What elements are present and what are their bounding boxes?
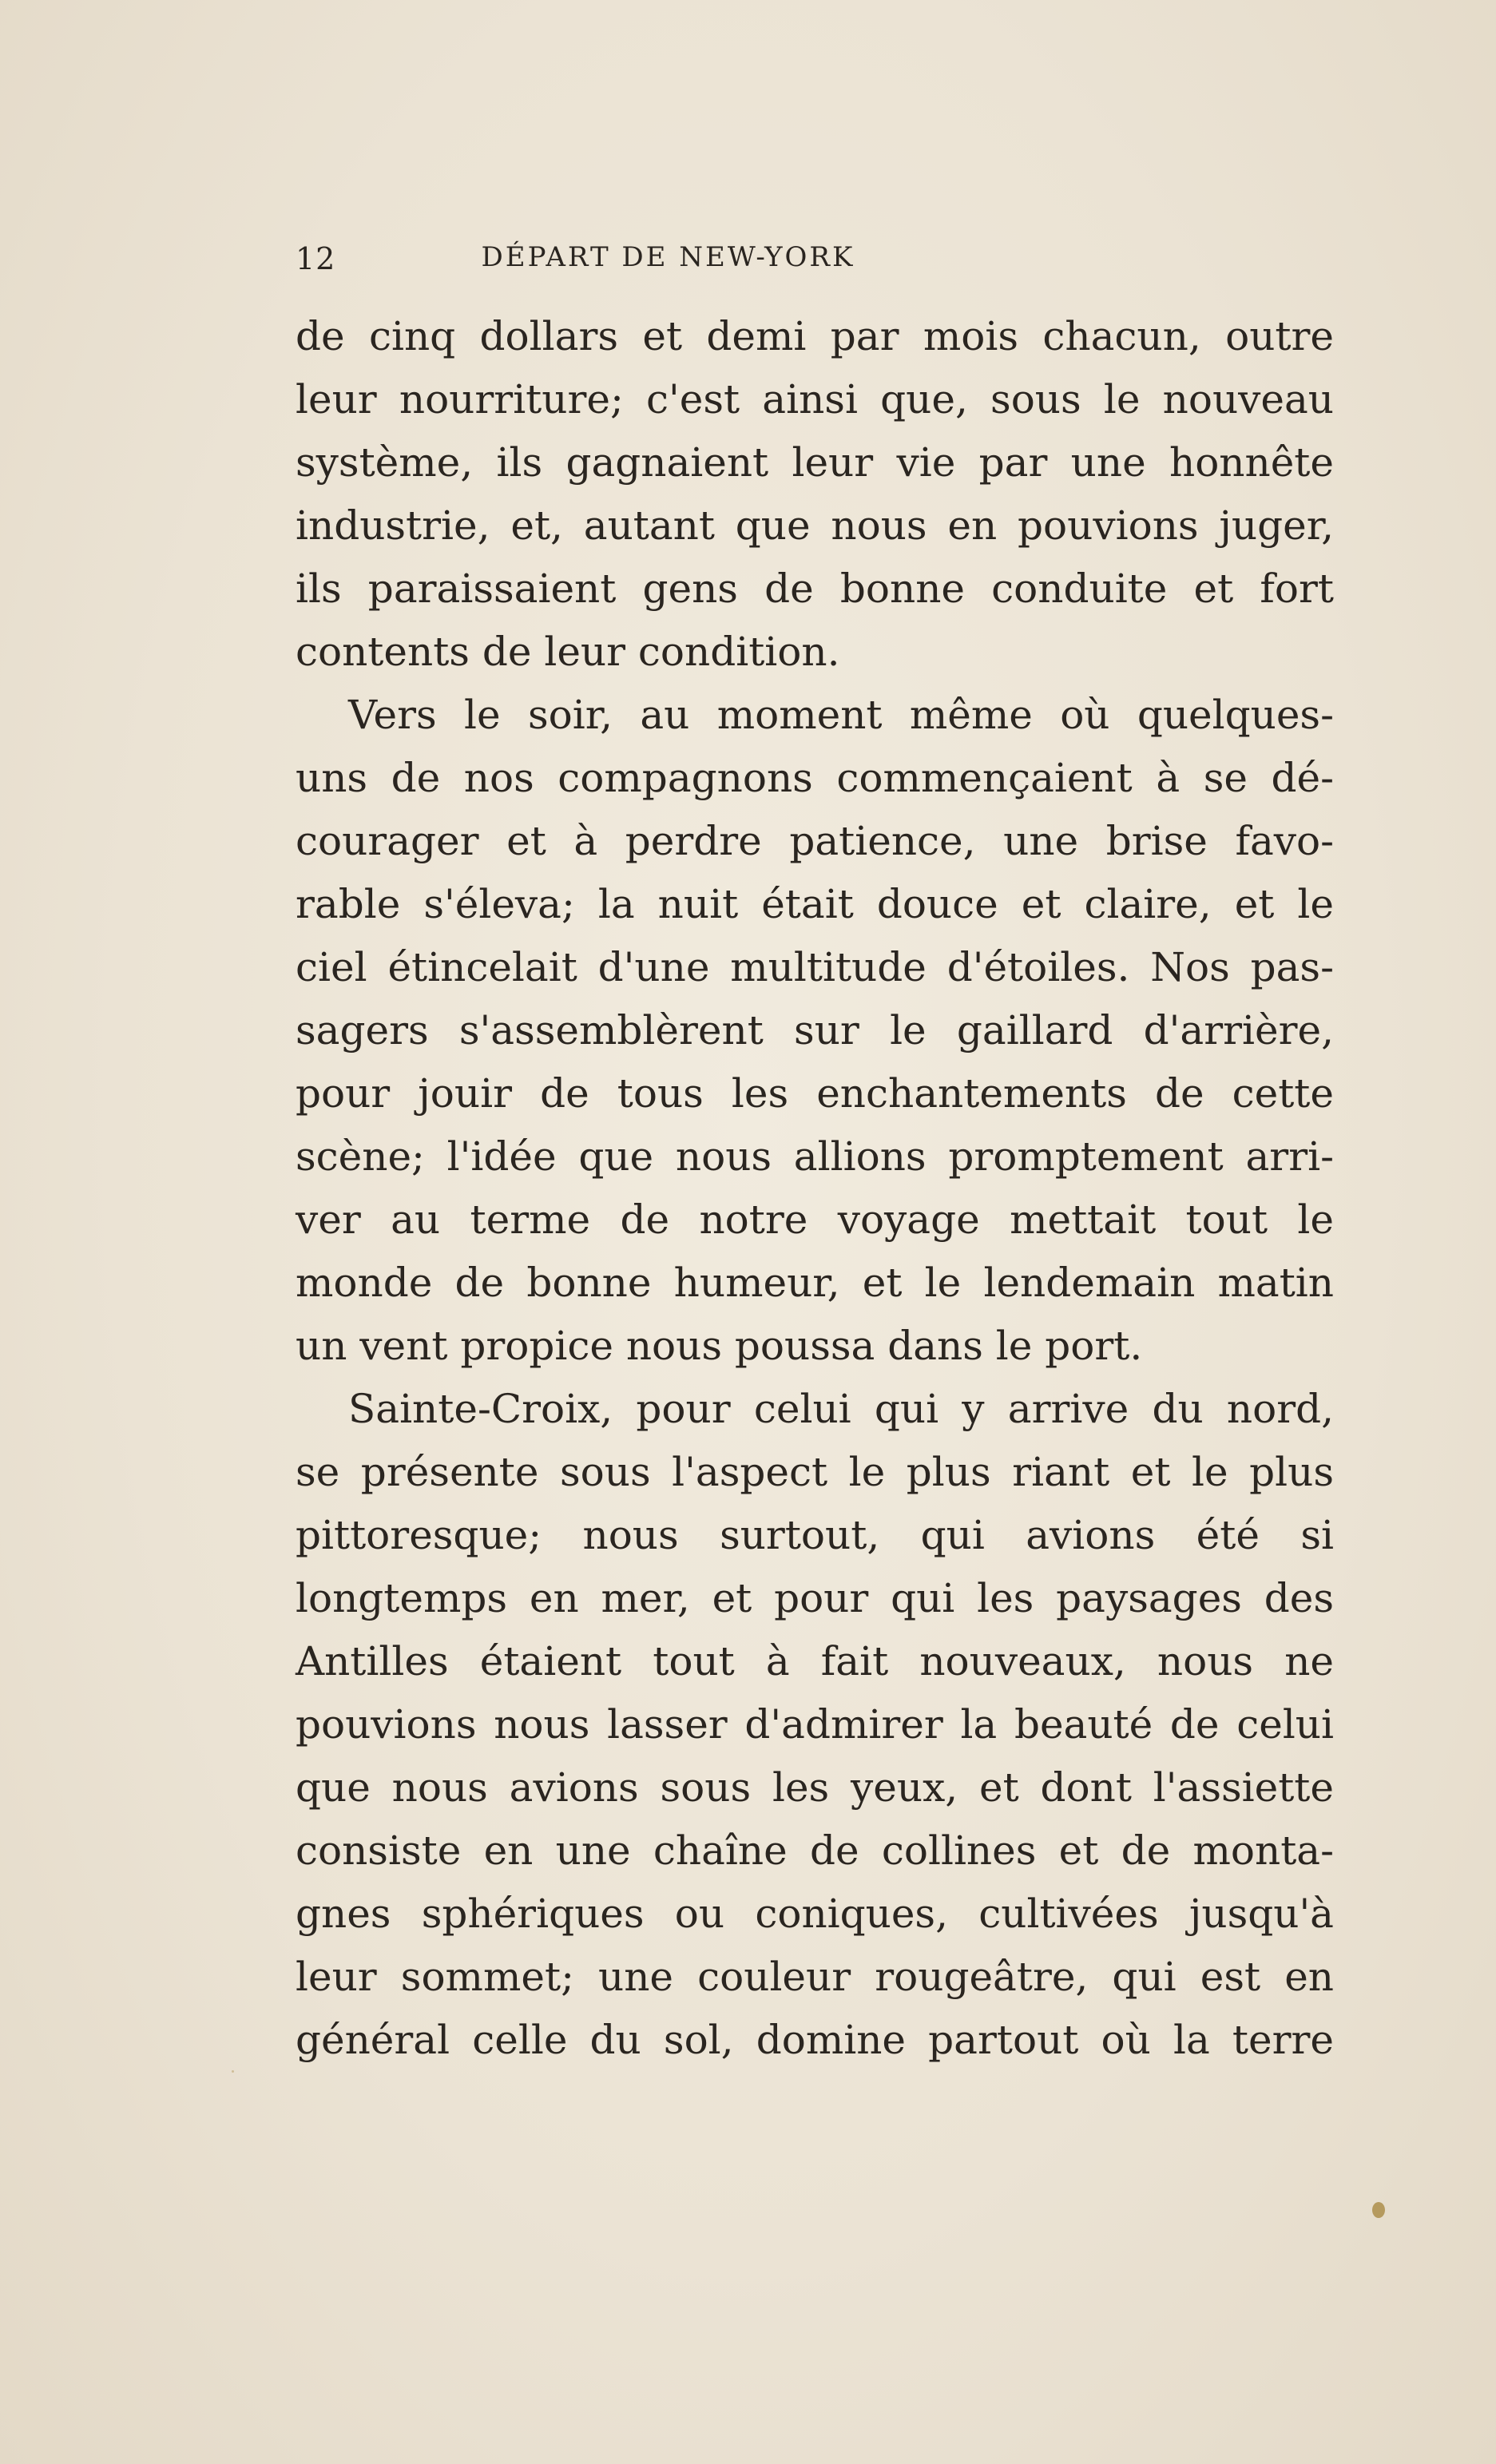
text-line: pouvions nous lasser d'admirer la beauté de celui (296, 1701, 1334, 1748)
page-number: 12 (296, 241, 336, 276)
text-line: ils paraissaient gens de bonne conduite et fort (296, 565, 1334, 612)
running-title: DÉPART DE NEW-YORK (481, 241, 855, 273)
text-line: que nous avions sous les yeux, et dont l'assiette (296, 1764, 1334, 1811)
text-line: leur nourriture; c'est ainsi que, sous le nouveau (296, 376, 1334, 423)
text-line: scène; l'idée que nous allions promptement arri- (296, 1133, 1334, 1180)
text-line: pittoresque; nous surtout, qui avions été si (296, 1512, 1334, 1558)
text-line: uns de nos compagnons commençaient à se dé- (296, 755, 1334, 801)
text-line: Antilles étaient tout à fait nouveaux, nous ne (296, 1638, 1334, 1684)
text-line: Sainte-Croix, pour celui qui y arrive du nord, (348, 1386, 1334, 1432)
text-line: contents de leur condition. (296, 629, 840, 675)
text-line: gnes sphériques ou coniques, cultivées jusqu'à (296, 1891, 1334, 1937)
text-line: ciel étincelait d'une multitude d'étoiles. Nos pas- (296, 944, 1334, 990)
text-line: sagers s'assemblèrent sur le gaillard d'arrière, (296, 1007, 1334, 1053)
text-line: consiste en une chaîne de collines et de monta- (296, 1827, 1334, 1874)
running-head (296, 241, 1041, 281)
text-line: pour jouir de tous les enchantements de cette (296, 1070, 1334, 1117)
text-line: industrie, et, autant que nous en pouvions juger, (296, 502, 1334, 549)
text-line: ver au terme de notre voyage mettait tout le (296, 1196, 1334, 1243)
text-line: de cinq dollars et demi par mois chacun, outre (296, 313, 1334, 359)
text-line: un vent propice nous poussa dans le port. (296, 1323, 1143, 1369)
text-line: système, ils gagnaient leur vie par une honnête (296, 439, 1334, 486)
text-line: Vers le soir, au moment même où quelques- (348, 692, 1334, 738)
text-line: longtemps en mer, et pour qui les paysages des (296, 1575, 1334, 1621)
text-line: se présente sous l'aspect le plus riant et le plus (296, 1449, 1334, 1495)
text-line: monde de bonne humeur, et le lendemain matin (296, 1260, 1334, 1306)
text-line: général celle du sol, domine partout où la terre (296, 2017, 1334, 2063)
text-line: rable s'éleva; la nuit était douce et claire, et le (296, 881, 1334, 927)
body-text (296, 305, 1334, 2072)
text-line: courager et à perdre patience, une brise favo- (296, 818, 1334, 864)
text-line: leur sommet; une couleur rougeâtre, qui est en (296, 1954, 1334, 2000)
paper-stain (232, 2070, 234, 2073)
paper-stain (1372, 2202, 1385, 2218)
